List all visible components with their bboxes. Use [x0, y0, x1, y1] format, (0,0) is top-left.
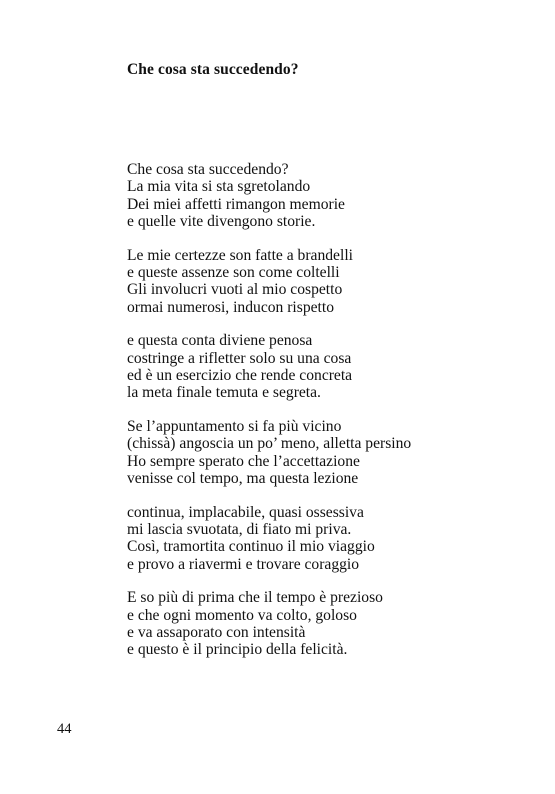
poem-line: e questo è il principio della felicità. [127, 641, 348, 659]
poem-line: Gli involucri vuoti al mio cospetto [127, 281, 343, 299]
poem-line: (chissà) angoscia un po’ meno, alletta persino [127, 435, 412, 453]
stanza-1 [127, 161, 537, 231]
poem-line: Se l’appuntamento si fa più vicino [127, 417, 342, 435]
stanza-6 [127, 589, 537, 659]
poem-line: e che ogni momento va colto, goloso [127, 606, 357, 624]
poem-line: mi lascia svuotata, di fiato mi priva. [127, 520, 352, 538]
poem-line: continua, implacabile, quasi ossessiva [127, 503, 364, 521]
stanza-2 [127, 247, 537, 317]
poem-line: La mia vita si sta sgretolando [127, 178, 311, 196]
poem-line: venisse col tempo, ma questa lezione [127, 470, 359, 488]
poem-line: Così, tramortita continuo il mio viaggio [127, 538, 375, 556]
stanza-4 [127, 418, 537, 488]
stanza-5 [127, 504, 537, 574]
poem-line: Che cosa sta succedendo? [127, 161, 289, 178]
poem-line: Le mie certezze son fatte a brandelli [127, 246, 353, 264]
page-number: 44 [57, 721, 72, 737]
poem-line: e quelle vite divengono storie. [127, 213, 316, 231]
poem-line: ormai numerosi, inducon rispetto [127, 298, 335, 316]
poem-body [127, 161, 537, 675]
poem-title: Che cosa sta succedendo? [127, 61, 299, 78]
stanza-3 [127, 332, 537, 402]
poem-line: e va assaporato con intensità [127, 623, 306, 641]
poem-line: Ho sempre sperato che l’accettazione [127, 452, 360, 470]
poem-line: E so più di prima che il tempo è prezioso [127, 589, 383, 607]
poem-line: la meta finale temuta e segreta. [127, 384, 321, 402]
poem-line: e questa conta diviene penosa [127, 332, 313, 350]
poem-line: e queste assenze son come coltelli [127, 264, 340, 282]
poem-line: Dei miei affetti rimangon memorie [127, 195, 345, 213]
poem-line: costringe a rifletter solo su una cosa [127, 349, 352, 367]
poem-line: e provo a riavermi e trovare coraggio [127, 555, 360, 573]
poem-line: ed è un esercizio che rende concreta [127, 367, 353, 385]
